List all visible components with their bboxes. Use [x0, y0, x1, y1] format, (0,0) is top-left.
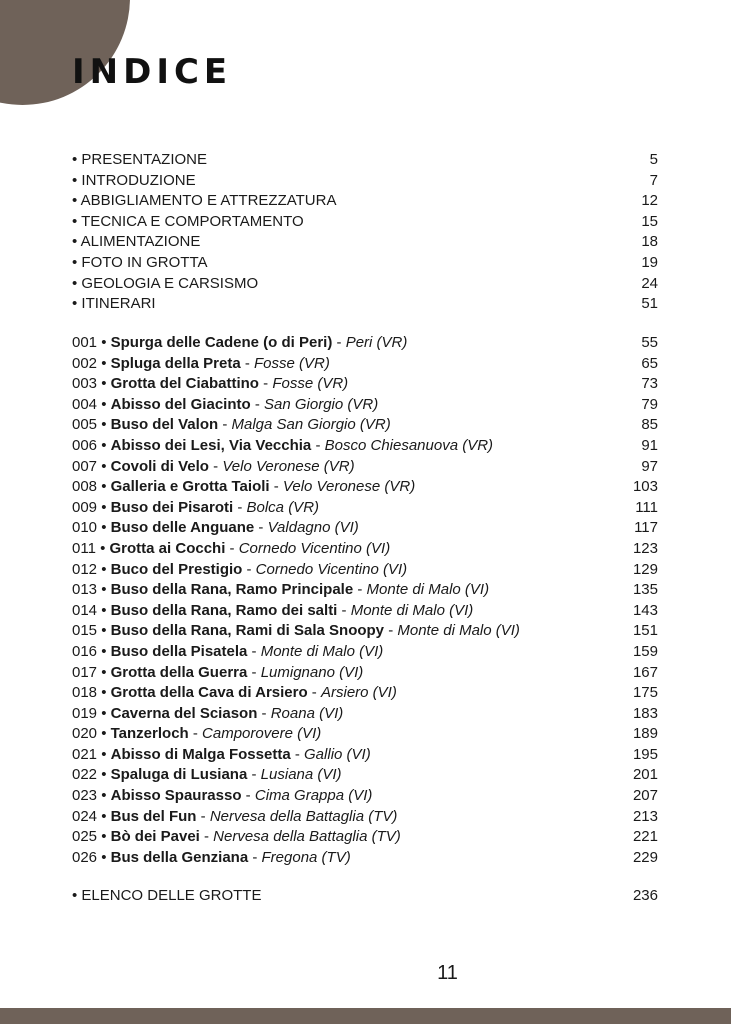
separator: -: [248, 848, 262, 866]
itinerary-entry[interactable]: [72, 642, 658, 663]
cave-location: Monte di Malo (VI): [350, 601, 474, 619]
page-title: INDICE: [72, 52, 233, 92]
itinerary-number: 007 •: [72, 457, 107, 475]
itinerary-number: 025 •: [72, 828, 107, 846]
itinerary-title: [72, 457, 355, 478]
itinerary-number: 014 •: [72, 601, 107, 619]
cave-location: Fregona (TV): [261, 848, 351, 866]
cave-location: Malga San Giorgio (VR): [231, 416, 391, 434]
itinerary-title: [72, 765, 342, 786]
itinerary-number: 010 •: [72, 519, 107, 537]
itinerary-title: [72, 560, 407, 581]
toc-entry[interactable]: [72, 191, 658, 212]
toc-entry[interactable]: [72, 274, 658, 295]
itinerary-number: 022 •: [72, 766, 107, 784]
entry-page: 111: [635, 498, 658, 516]
itinerary-title: [72, 621, 520, 642]
itinerary-number: 008 •: [72, 478, 107, 496]
itinerary-title: [72, 580, 489, 601]
cave-name: Grotta ai Cocchi: [109, 539, 226, 557]
page-number: 11: [437, 962, 458, 984]
itinerary-entry[interactable]: [72, 827, 658, 848]
entry-page: 97: [641, 457, 658, 475]
itinerary-title: [72, 745, 371, 766]
entry-label: • GEOLOGIA E CARSISMO: [72, 274, 259, 292]
itinerary-number: 005 •: [72, 416, 107, 434]
cave-name: Buso della Pisatela: [110, 642, 248, 660]
entry-page: 65: [641, 354, 658, 372]
itinerary-number: 011 •: [72, 539, 106, 557]
toc-entry[interactable]: [72, 253, 658, 274]
separator: -: [233, 498, 247, 516]
separator: -: [199, 828, 214, 846]
toc-itineraries: [72, 333, 658, 868]
itinerary-number: 019 •: [72, 704, 107, 722]
itinerary-number: 015 •: [72, 622, 107, 640]
cave-location: Peri (VR): [345, 334, 408, 351]
entry-page: 91: [641, 436, 658, 454]
itinerary-number: 020 •: [72, 725, 107, 743]
itinerary-number: 023 •: [72, 787, 107, 805]
entry-page: 18: [641, 233, 658, 251]
cave-location: Monte di Malo (VI): [366, 581, 490, 599]
toc-sections: [72, 150, 658, 315]
cave-location: Roana (VI): [270, 704, 344, 722]
itinerary-entry[interactable]: [72, 601, 658, 622]
itinerary-entry[interactable]: [72, 436, 658, 457]
entry-label: • PRESENTAZIONE: [72, 151, 207, 168]
itinerary-title: [72, 704, 343, 725]
toc-entry[interactable]: [72, 294, 658, 315]
itinerary-number: 017 •: [72, 663, 107, 681]
cave-location: Valdagno (VI): [267, 519, 359, 537]
cave-location: Camporovere (VI): [202, 725, 322, 743]
cave-location: Nervesa della Battaglia (TV): [209, 807, 398, 825]
separator: -: [332, 334, 346, 351]
toc-entry[interactable]: [72, 150, 658, 171]
cave-name: Grotta della Guerra: [110, 663, 248, 681]
entry-page: 175: [632, 684, 658, 702]
itinerary-title: [72, 827, 401, 848]
itinerary-entry[interactable]: [72, 807, 658, 828]
cave-location: San Giorgio (VR): [264, 395, 379, 413]
cave-name: Spurga delle Cadene (o di Peri): [110, 334, 333, 351]
itinerary-entry[interactable]: [72, 848, 658, 869]
separator: -: [257, 704, 271, 722]
entry-page: 229: [632, 848, 658, 866]
cave-name: Spluga della Preta: [110, 354, 241, 372]
itinerary-number: 009 •: [72, 498, 107, 516]
entry-page: 51: [641, 295, 658, 313]
itinerary-number: 013 •: [72, 581, 107, 599]
cave-name: Abisso di Malga Fossetta: [110, 745, 291, 763]
itinerary-entry[interactable]: [72, 704, 658, 725]
entry-page: 159: [632, 642, 658, 660]
cave-location: Fosse (VR): [272, 375, 349, 393]
entry-page: 85: [641, 416, 658, 434]
itinerary-title: [72, 518, 359, 539]
itinerary-title: [72, 333, 407, 354]
itinerary-number: 021 •: [72, 745, 107, 763]
itinerary-title: [72, 477, 415, 498]
itinerary-title: [72, 436, 493, 457]
itinerary-number: 018 •: [72, 684, 107, 702]
itinerary-entry[interactable]: [72, 580, 658, 601]
itinerary-entry[interactable]: [72, 621, 658, 642]
cave-location: Velo Veronese (VR): [282, 478, 416, 496]
cave-name: Buso del Valon: [110, 416, 219, 434]
entry-page: 79: [641, 395, 658, 413]
cave-name: Buso della Rana, Ramo dei salti: [110, 601, 338, 619]
entry-page: 103: [632, 478, 658, 496]
entry-label: • ITINERARI: [72, 295, 156, 313]
itinerary-entry[interactable]: [72, 498, 658, 519]
cave-location: Lumignano (VI): [260, 663, 364, 681]
separator: -: [250, 395, 264, 413]
toc-closing: [72, 886, 658, 907]
cave-location: Nervesa della Battaglia (TV): [213, 828, 401, 846]
itinerary-number: 001 •: [72, 334, 107, 351]
separator: -: [242, 560, 256, 578]
itinerary-entry[interactable]: [72, 354, 658, 375]
separator: -: [311, 436, 325, 454]
footer-bar: [0, 1008, 731, 1024]
separator: -: [247, 642, 261, 660]
cave-name: Grotta del Ciabattino: [110, 375, 259, 393]
itinerary-entry[interactable]: [72, 539, 658, 560]
toc-entry[interactable]: [72, 886, 658, 907]
cave-location: Fosse (VR): [254, 354, 330, 372]
itinerary-title: [72, 663, 363, 684]
entry-page: 213: [632, 807, 658, 825]
itinerary-number: 024 •: [72, 807, 107, 825]
separator: -: [241, 787, 255, 805]
cave-location: Cornedo Vicentino (VI): [238, 539, 391, 557]
entry-page: 117: [634, 519, 658, 537]
separator: -: [208, 457, 223, 475]
cave-name: Buso della Rana, Rami di Sala Snoopy: [110, 622, 385, 640]
separator: -: [254, 519, 268, 537]
entry-page: 143: [632, 601, 658, 619]
toc-entry[interactable]: [72, 171, 658, 192]
entry-page: 183: [632, 704, 658, 722]
separator: -: [247, 663, 261, 681]
itinerary-title: [72, 848, 351, 869]
itinerary-title: [72, 786, 372, 807]
itinerary-number: 026 •: [72, 848, 107, 866]
separator: -: [225, 539, 239, 557]
cave-name: Bus della Genziana: [110, 848, 249, 866]
cave-name: Buso della Rana, Ramo Principale: [110, 581, 354, 599]
entry-label: • TECNICA E COMPORTAMENTO: [72, 212, 304, 230]
itinerary-title: [72, 354, 330, 375]
itinerary-entry[interactable]: [72, 683, 658, 704]
itinerary-entry[interactable]: [72, 457, 658, 478]
separator: -: [384, 622, 398, 640]
entry-page: 7: [649, 171, 658, 189]
entry-page: 167: [632, 663, 658, 681]
itinerary-title: [72, 415, 391, 436]
cave-name: Buco del Prestigio: [110, 560, 243, 578]
entry-page: 129: [632, 560, 658, 578]
itinerary-title: [72, 601, 473, 622]
separator: -: [290, 745, 305, 763]
itinerary-entry[interactable]: [72, 477, 658, 498]
entry-label: • INTRODUZIONE: [72, 171, 196, 189]
entry-label: • ABBIGLIAMENTO E ATTREZZATURA: [72, 192, 337, 210]
itinerary-number: 012 •: [72, 560, 107, 578]
entry-page: 195: [632, 745, 658, 763]
entry-page: 15: [641, 212, 658, 230]
entry-page: 236: [632, 887, 658, 904]
itinerary-entry[interactable]: [72, 518, 658, 539]
itinerary-entry[interactable]: [72, 745, 658, 766]
itinerary-title: [72, 642, 383, 663]
itinerary-title: [72, 807, 397, 828]
separator: -: [240, 354, 255, 372]
itinerary-entry[interactable]: [72, 333, 658, 354]
separator: -: [196, 807, 210, 825]
entry-page: 207: [632, 787, 658, 805]
cave-name: Bus del Fun: [110, 807, 197, 825]
separator: -: [353, 581, 367, 599]
cave-location: Lusiana (VI): [260, 766, 342, 784]
cave-name: Abisso dei Lesi, Via Vecchia: [110, 436, 312, 454]
cave-name: Tanzerloch: [110, 725, 189, 743]
cave-location: Arsiero (VI): [320, 684, 397, 702]
itinerary-title: [72, 498, 319, 519]
itinerary-entry[interactable]: [72, 374, 658, 395]
entry-label: • FOTO IN GROTTA: [72, 253, 208, 271]
entry-page: 151: [632, 622, 658, 640]
cave-location: Cornedo Vicentino (VI): [255, 560, 408, 578]
itinerary-number: 002 •: [72, 354, 107, 372]
itinerary-entry[interactable]: [72, 395, 658, 416]
entry-label: • ELENCO DELLE GROTTE: [72, 887, 262, 904]
itinerary-entry[interactable]: [72, 765, 658, 786]
cave-name: Spaluga di Lusiana: [110, 766, 248, 784]
entry-page: 24: [641, 274, 658, 292]
cave-name: Grotta della Cava di Arsiero: [110, 684, 308, 702]
entry-page: 55: [641, 334, 658, 351]
separator: -: [188, 725, 203, 743]
cave-location: Gallio (VI): [304, 745, 371, 763]
cave-location: Monte di Malo (VI): [397, 622, 520, 640]
separator: -: [307, 684, 321, 702]
entry-page: 135: [632, 581, 658, 599]
itinerary-title: [72, 395, 378, 416]
cave-location: Monte di Malo (VI): [260, 642, 384, 660]
itinerary-entry[interactable]: [72, 415, 658, 436]
toc-entry[interactable]: [72, 212, 658, 233]
entry-page: 221: [632, 828, 658, 846]
entry-page: 189: [632, 725, 658, 743]
itinerary-entry[interactable]: [72, 560, 658, 581]
toc-entry[interactable]: [72, 232, 658, 253]
itinerary-title: [72, 374, 348, 395]
entry-page: 73: [641, 375, 658, 393]
entry-page: 5: [649, 151, 658, 168]
separator: -: [337, 601, 351, 619]
itinerary-entry[interactable]: [72, 724, 658, 745]
separator: -: [218, 416, 232, 434]
itinerary-number: 016 •: [72, 642, 107, 660]
itinerary-number: 003 •: [72, 375, 107, 393]
itinerary-title: [72, 724, 321, 745]
entry-label: • ALIMENTAZIONE: [72, 233, 201, 251]
cave-name: Covoli di Velo: [110, 457, 209, 475]
itinerary-number: 006 •: [72, 436, 107, 454]
cave-name: Galleria e Grotta Taioli: [110, 478, 270, 496]
entry-page: 201: [632, 766, 658, 784]
entry-page: 123: [632, 539, 658, 557]
entry-page: 19: [641, 253, 658, 271]
cave-name: Buso dei Pisaroti: [110, 498, 234, 516]
cave-location: Cima Grappa (VI): [254, 787, 373, 805]
itinerary-title: [72, 539, 390, 560]
cave-location: Bosco Chiesanuova (VR): [324, 436, 494, 454]
entry-page: 12: [641, 192, 658, 210]
itinerary-title: [72, 683, 397, 704]
separator: -: [247, 766, 261, 784]
cave-name: Bò dei Pavei: [110, 828, 200, 846]
itinerary-entry[interactable]: [72, 786, 658, 807]
itinerary-entry[interactable]: [72, 663, 658, 684]
cave-name: Caverna del Sciason: [110, 704, 258, 722]
cave-location: Velo Veronese (VR): [222, 457, 355, 475]
cave-name: Buso delle Anguane: [110, 519, 255, 537]
itinerary-number: 004 •: [72, 395, 107, 413]
separator: -: [258, 375, 273, 393]
separator: -: [269, 478, 283, 496]
cave-location: Bolca (VR): [246, 498, 320, 516]
cave-name: Abisso Spaurasso: [110, 787, 242, 805]
cave-name: Abisso del Giacinto: [110, 395, 251, 413]
